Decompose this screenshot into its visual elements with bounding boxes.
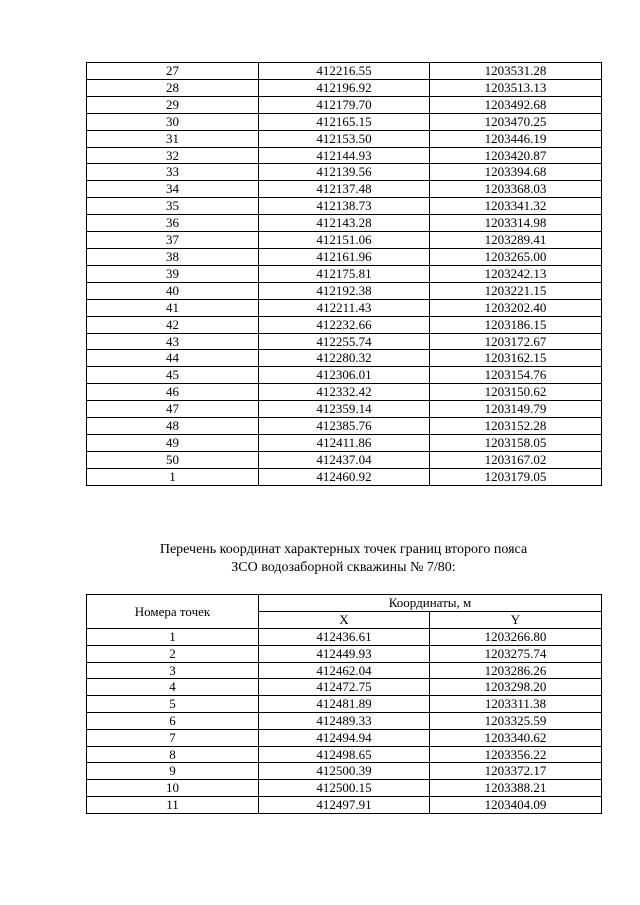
y-coordinate-cell: 1203368.03: [430, 181, 602, 198]
x-coordinate-cell: 412144.93: [259, 147, 430, 164]
table-row: [87, 367, 602, 384]
point-number-cell: 33: [87, 164, 259, 181]
point-number-cell: 44: [87, 350, 259, 367]
point-number-cell: 38: [87, 248, 259, 265]
y-coordinate-cell: 1203172.67: [430, 333, 602, 350]
x-coordinate-cell: 412411.86: [259, 434, 430, 451]
y-coordinate-cell: 1203167.02: [430, 451, 602, 468]
y-coordinate-cell: 1203531.28: [430, 63, 602, 80]
table-row: [87, 645, 602, 662]
table-row: [87, 113, 602, 130]
table-row: [87, 232, 602, 249]
table-row: [87, 164, 602, 181]
x-coordinate-cell: 412306.01: [259, 367, 430, 384]
point-number-cell: 9: [87, 763, 259, 780]
table-row: [87, 198, 602, 215]
x-coordinate-cell: 412192.38: [259, 282, 430, 299]
point-number-cell: 31: [87, 130, 259, 147]
point-number-cell: 7: [87, 729, 259, 746]
point-number-cell: 30: [87, 113, 259, 130]
caption-line-2: ЗСО водозаборной скважины № 7/80:: [231, 560, 456, 575]
y-coordinate-cell: 1203420.87: [430, 147, 602, 164]
table-row: [87, 79, 602, 96]
second-belt-table-body: [87, 629, 602, 814]
x-coordinate-cell: 412137.48: [259, 181, 430, 198]
point-number-cell: 50: [87, 451, 259, 468]
table-row: [87, 629, 602, 646]
table-header: [87, 595, 602, 629]
x-coordinate-cell: 412175.81: [259, 265, 430, 282]
point-number-cell: 27: [87, 63, 259, 80]
x-coordinate-cell: 412216.55: [259, 63, 430, 80]
y-coordinate-cell: 1203372.17: [430, 763, 602, 780]
point-number-cell: 29: [87, 96, 259, 113]
x-coordinate-cell: 412359.14: [259, 401, 430, 418]
y-coordinate-cell: 1203186.15: [430, 316, 602, 333]
table-row: [87, 418, 602, 435]
y-coordinate-cell: 1203325.59: [430, 712, 602, 729]
point-number-cell: 8: [87, 746, 259, 763]
x-coordinate-cell: 412151.06: [259, 232, 430, 249]
x-coordinate-cell: 412472.75: [259, 679, 430, 696]
header-point-numbers: Номера точек: [87, 595, 259, 629]
y-coordinate-cell: 1203152.28: [430, 418, 602, 435]
x-coordinate-cell: 412385.76: [259, 418, 430, 435]
table-row: [87, 780, 602, 797]
x-coordinate-cell: 412211.43: [259, 299, 430, 316]
x-coordinate-cell: 412498.65: [259, 746, 430, 763]
x-coordinate-cell: 412138.73: [259, 198, 430, 215]
x-coordinate-cell: 412179.70: [259, 96, 430, 113]
y-coordinate-cell: 1203492.68: [430, 96, 602, 113]
y-coordinate-cell: 1203340.62: [430, 729, 602, 746]
x-coordinate-cell: 412161.96: [259, 248, 430, 265]
point-number-cell: 6: [87, 712, 259, 729]
point-number-cell: 35: [87, 198, 259, 215]
y-coordinate-cell: 1203404.09: [430, 796, 602, 813]
point-number-cell: 28: [87, 79, 259, 96]
table-row: [87, 299, 602, 316]
y-coordinate-cell: 1203202.40: [430, 299, 602, 316]
table-row: [87, 796, 602, 813]
x-coordinate-cell: 412139.56: [259, 164, 430, 181]
x-coordinate-cell: 412437.04: [259, 451, 430, 468]
x-coordinate-cell: 412497.91: [259, 796, 430, 813]
point-number-cell: 41: [87, 299, 259, 316]
table-row: [87, 181, 602, 198]
point-number-cell: 4: [87, 679, 259, 696]
table-row: [87, 696, 602, 713]
y-coordinate-cell: 1203242.13: [430, 265, 602, 282]
table-row: [87, 384, 602, 401]
y-coordinate-cell: 1203179.05: [430, 468, 602, 485]
point-number-cell: 37: [87, 232, 259, 249]
y-coordinate-cell: 1203446.19: [430, 130, 602, 147]
y-coordinate-cell: 1203388.21: [430, 780, 602, 797]
point-number-cell: 34: [87, 181, 259, 198]
point-number-cell: 11: [87, 796, 259, 813]
y-coordinate-cell: 1203394.68: [430, 164, 602, 181]
header-x: X: [259, 612, 430, 629]
coordinates-table-body: [87, 63, 602, 486]
y-coordinate-cell: 1203221.15: [430, 282, 602, 299]
x-coordinate-cell: 412489.33: [259, 712, 430, 729]
table-row: [87, 451, 602, 468]
y-coordinate-cell: 1203158.05: [430, 434, 602, 451]
point-number-cell: 3: [87, 662, 259, 679]
table-row: [87, 662, 602, 679]
y-coordinate-cell: 1203314.98: [430, 215, 602, 232]
y-coordinate-cell: 1203513.13: [430, 79, 602, 96]
point-number-cell: 45: [87, 367, 259, 384]
table-row: [87, 333, 602, 350]
y-coordinate-cell: 1203266.80: [430, 629, 602, 646]
header-y: Y: [430, 612, 602, 629]
point-number-cell: 1: [87, 629, 259, 646]
table-row: [87, 282, 602, 299]
table-row: [87, 215, 602, 232]
caption-line-1: Перечень координат характерных точек границ второго пояса: [159, 542, 528, 557]
table-row: [87, 130, 602, 147]
point-number-cell: 2: [87, 645, 259, 662]
table-row: [87, 679, 602, 696]
x-coordinate-cell: 412232.66: [259, 316, 430, 333]
table-row: [87, 96, 602, 113]
y-coordinate-cell: 1203298.20: [430, 679, 602, 696]
y-coordinate-cell: 1203265.00: [430, 248, 602, 265]
point-number-cell: 47: [87, 401, 259, 418]
x-coordinate-cell: 412500.39: [259, 763, 430, 780]
table-row: [87, 265, 602, 282]
x-coordinate-cell: 412436.61: [259, 629, 430, 646]
y-coordinate-cell: 1203149.79: [430, 401, 602, 418]
table-row: [87, 763, 602, 780]
y-coordinate-cell: 1203470.25: [430, 113, 602, 130]
y-coordinate-cell: 1203275.74: [430, 645, 602, 662]
table-row: [87, 147, 602, 164]
point-number-cell: 49: [87, 434, 259, 451]
x-coordinate-cell: 412165.15: [259, 113, 430, 130]
x-coordinate-cell: 412494.94: [259, 729, 430, 746]
x-coordinate-cell: 412280.32: [259, 350, 430, 367]
x-coordinate-cell: 412196.92: [259, 79, 430, 96]
point-number-cell: 46: [87, 384, 259, 401]
x-coordinate-cell: 412460.92: [259, 468, 430, 485]
point-number-cell: 5: [87, 696, 259, 713]
point-number-cell: 48: [87, 418, 259, 435]
y-coordinate-cell: 1203289.41: [430, 232, 602, 249]
table-caption: [86, 541, 601, 577]
table-row: [87, 316, 602, 333]
y-coordinate-cell: 1203286.26: [430, 662, 602, 679]
y-coordinate-cell: 1203162.15: [430, 350, 602, 367]
second-belt-coordinates-table: [86, 594, 602, 814]
header-coordinates: Координаты, м: [259, 595, 602, 612]
table-row: [87, 468, 602, 485]
x-coordinate-cell: 412255.74: [259, 333, 430, 350]
y-coordinate-cell: 1203154.76: [430, 367, 602, 384]
point-number-cell: 10: [87, 780, 259, 797]
table-row: [87, 712, 602, 729]
x-coordinate-cell: 412332.42: [259, 384, 430, 401]
point-number-cell: 1: [87, 468, 259, 485]
table-row: [87, 401, 602, 418]
point-number-cell: 32: [87, 147, 259, 164]
point-number-cell: 43: [87, 333, 259, 350]
table-row: [87, 248, 602, 265]
table-row: [87, 729, 602, 746]
table-row: [87, 63, 602, 80]
y-coordinate-cell: 1203356.22: [430, 746, 602, 763]
y-coordinate-cell: 1203311.38: [430, 696, 602, 713]
table-row: [87, 434, 602, 451]
point-number-cell: 36: [87, 215, 259, 232]
table-row: [87, 746, 602, 763]
x-coordinate-cell: 412449.93: [259, 645, 430, 662]
point-number-cell: 40: [87, 282, 259, 299]
table-row: [87, 350, 602, 367]
x-coordinate-cell: 412481.89: [259, 696, 430, 713]
point-number-cell: 39: [87, 265, 259, 282]
x-coordinate-cell: 412500.15: [259, 780, 430, 797]
point-number-cell: 42: [87, 316, 259, 333]
x-coordinate-cell: 412153.50: [259, 130, 430, 147]
x-coordinate-cell: 412462.04: [259, 662, 430, 679]
x-coordinate-cell: 412143.28: [259, 215, 430, 232]
coordinates-table-continued: [86, 62, 602, 486]
y-coordinate-cell: 1203341.32: [430, 198, 602, 215]
y-coordinate-cell: 1203150.62: [430, 384, 602, 401]
